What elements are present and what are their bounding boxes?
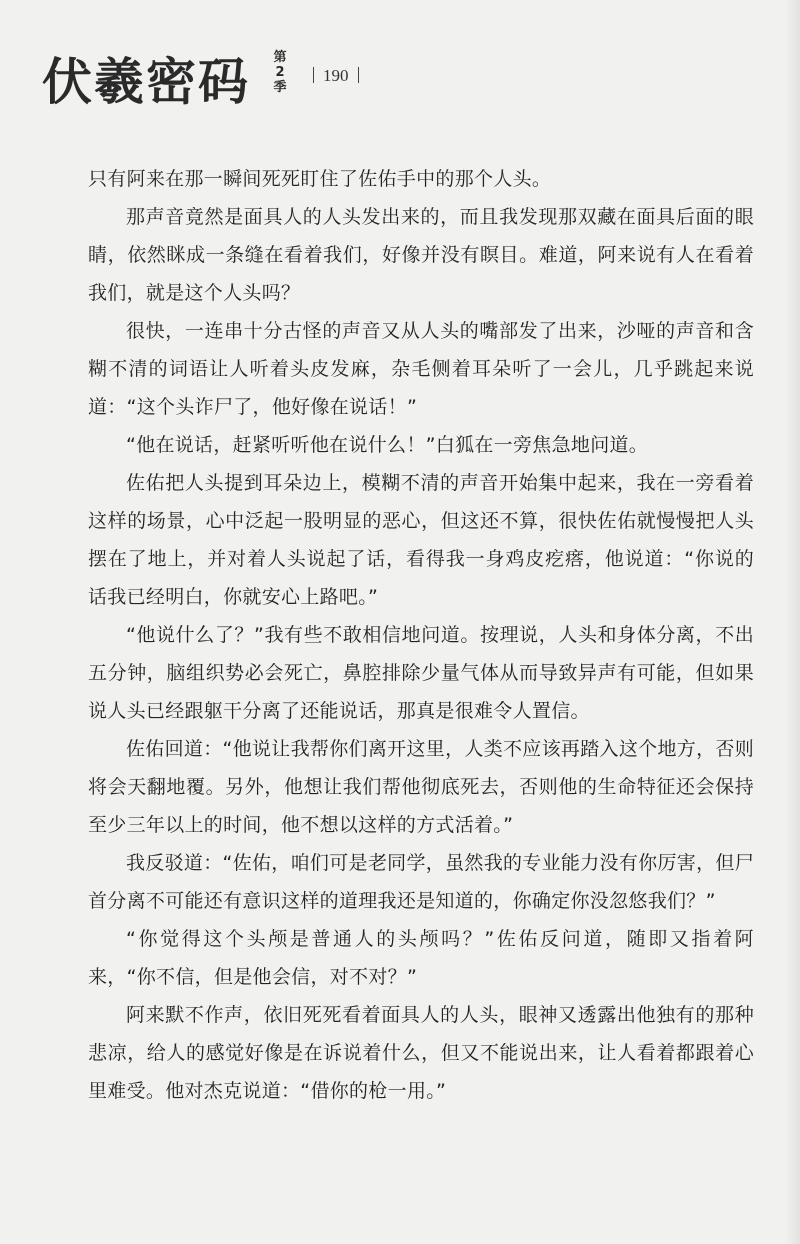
page-edge (786, 0, 800, 1244)
paragraph: 那声音竟然是面具人的人头发出来的，而且我发现那双藏在面具后面的眼睛，依然眯成一条缝在看着我们，好像并没有瞑目。难道，阿来说有人在看着我们，就是这个人头吗？ (88, 206, 754, 304)
paragraph: 只有阿来在那一瞬间死死盯住了佐佑手中的那个人头。 (88, 168, 552, 190)
page-header (42, 36, 762, 116)
divider-left (313, 67, 314, 83)
paragraph: “他说什么了？”我有些不敢相信地问道。按理说，人头和身体分离，不出五分钟，脑组织势必会死亡，鼻腔排除少量气体从而导致异声有可能，但如果说人头已经跟躯干分离了还能说话，那真是很难令人置信。 (88, 624, 754, 722)
page-number (304, 66, 368, 86)
paragraph: “你觉得这个头颅是普通人的头颅吗？”佐佑反问道，随即又指着阿来，“你不信，但是他会信，对不对？” (88, 928, 754, 988)
divider-right (358, 67, 359, 83)
book-title: 伏羲密码 (42, 52, 250, 111)
paragraph: 佐佑回道：“他说让我帮你们离开这里，人类不应该再踏入这个地方，否则将会天翻地覆。另外，他想让我们帮他彻底死去，否则他的生命特征还会保持至少三年以上的时间，他不想以这样的方式活着。” (88, 738, 754, 836)
paragraph: 佐佑把人头提到耳朵边上，模糊不清的声音开始集中起来，我在一旁看着这样的场景，心中泛起一股明显的恶心，但这还不算，很快佐佑就慢慢把人头摆在了地上，并对着人头说起了话，看得我一身鸡皮疙瘩，他说道：“你说的话我已经明白，你就安心上路吧。” (88, 472, 754, 608)
body-text (88, 160, 754, 1110)
paragraph: “他在说话，赶紧听听他在说什么！”白狐在一旁焦急地问道。 (126, 434, 649, 456)
paragraph: 很快，一连串十分古怪的声音又从人头的嘴部发了出来，沙哑的声音和含糊不清的词语让人听着头皮发麻，杂毛侧着耳朵听了一会儿，几乎跳起来说道：“这个头诈尸了，他好像在说话！” (88, 320, 754, 418)
page-number-value: 190 (323, 66, 349, 85)
paragraph: 我反驳道：“佐佑，咱们可是老同学，虽然我的专业能力没有你厉害，但尸首分离不可能还有意识这样的道理我还是知道的，你确定你没忽悠我们？” (88, 852, 754, 912)
paragraph: 阿来默不作声，依旧死死看着面具人的人头，眼神又透露出他独有的那种悲凉，给人的感觉好像是在诉说着什么，但又不能说出来，让人看着都跟着心里难受。他对杰克说道：“借你的枪一用。” (88, 1004, 754, 1102)
season-label: 第2季 (273, 50, 287, 95)
